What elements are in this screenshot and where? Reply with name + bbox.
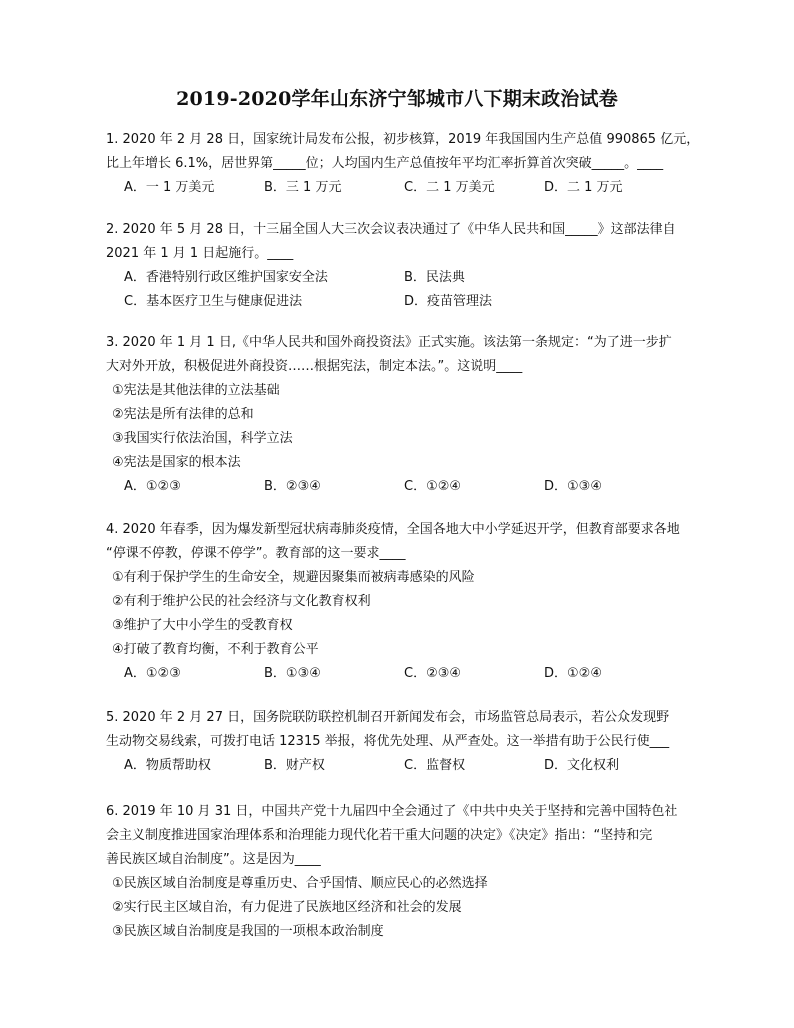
option-a: A．一 1 万美元	[124, 180, 215, 195]
option-c: C．②③④	[404, 666, 462, 681]
question-2	[106, 218, 706, 314]
question-2-line-1: 2. 2020 年 5 月 28 日，十三届全国人大三次会议表决通过了《中华人民共和国_____》这部法律自	[106, 222, 676, 237]
question-6-line-3: 善民族区域自治制度”。这是因为____	[106, 852, 321, 867]
exam-title: 2019-2020学年山东济宁邹城市八下期末政治试卷	[176, 88, 618, 110]
question-2-line-2: 2021 年 1 月 1 日起施行。____	[106, 246, 294, 261]
question-6	[106, 800, 706, 944]
option-c: C．①②④	[404, 479, 462, 494]
question-5-line-1: 5. 2020 年 2 月 27 日，国务院联防联控机制召开新闻发布会，市场监管总局表示，若公众发现野	[106, 710, 670, 725]
option-b: B．②③④	[264, 479, 321, 494]
question-2-options-row-2	[106, 290, 706, 314]
statement-2: ②有利于维护公民的社会经济与文化教育权利	[112, 594, 371, 609]
option-c: C．基本医疗卫生与健康促进法	[124, 294, 303, 309]
question-4	[106, 518, 706, 686]
question-4-options	[106, 662, 706, 686]
question-2-options-row-1	[106, 266, 706, 290]
question-1	[106, 128, 706, 200]
statement-3: ③民族区域自治制度是我国的一项根本政治制度	[112, 924, 384, 939]
question-3-line-2: 大对外开放，积极促进外商投资……根据宪法，制定本法。”。这说明____	[106, 359, 523, 374]
option-b: B．财产权	[264, 758, 325, 773]
question-5-options	[106, 754, 706, 778]
statement-2: ②实行民主区域自治，有力促进了民族地区经济和社会的发展	[112, 900, 462, 915]
question-5-line-2: 生动物交易线索，可拨打电话 12315 举报，将优先处理、从严查处。这一举措有助于公民行使___	[106, 734, 670, 749]
question-1-line-1: 1. 2020 年 2 月 28 日，国家统计局发布公报，初步核算，2019 年我国国内生产总值 990865 亿元，	[106, 132, 700, 147]
question-3-options	[106, 475, 706, 499]
question-4-line-1: 4. 2020 年春季，因为爆发新型冠状病毒肺炎疫情，全国各地大中小学延迟开学，但教育部要求各地	[106, 522, 680, 537]
statement-3: ③维护了大中小学生的受教育权	[112, 618, 293, 633]
option-d: D．二 1 万元	[544, 180, 623, 195]
option-a: A．物质帮助权	[124, 758, 211, 773]
option-c: C．二 1 万美元	[404, 180, 495, 195]
statement-1: ①有利于保护学生的生命安全，规避因聚集而被病毒感染的风险	[112, 570, 475, 585]
question-5	[106, 706, 706, 778]
question-6-line-2: 会主义制度推进国家治理体系和治理能力现代化若干重大问题的决定》《决定》指出：“坚持和完	[106, 828, 653, 843]
option-a: A．香港特别行政区维护国家安全法	[124, 270, 328, 285]
statement-3: ③我国实行依法治国，科学立法	[112, 431, 293, 446]
statement-2: ②宪法是所有法律的总和	[112, 407, 254, 422]
option-d: D．①②④	[544, 666, 602, 681]
option-c: C．监督权	[404, 758, 466, 773]
option-b: B．三 1 万元	[264, 180, 342, 195]
option-a: A．①②③	[124, 666, 181, 681]
question-6-line-1: 6. 2019 年 10 月 31 日，中国共产党十九届四中全会通过了《中共中央关于坚持和完善中国特色社	[106, 804, 678, 819]
question-3	[106, 331, 706, 499]
question-4-line-2: “停课不停教，停课不停学”。教育部的这一要求____	[106, 546, 406, 561]
statement-4: ④打破了教育均衡，不利于教育公平	[112, 642, 319, 657]
question-3-line-1: 3. 2020 年 1 月 1 日,《中华人民共和国外商投资法》正式实施。该法第一条规定：“为了进一步扩	[106, 335, 672, 350]
option-a: A．①②③	[124, 479, 181, 494]
statement-1: ①民族区域自治制度是尊重历史、合乎国情、顺应民心的必然选择	[112, 876, 488, 891]
option-d: D．文化权利	[544, 758, 620, 773]
statement-4: ④宪法是国家的根本法	[112, 455, 241, 470]
option-d: D．①③④	[544, 479, 602, 494]
option-b: B．民法典	[404, 270, 465, 285]
question-1-options	[106, 176, 706, 200]
option-d: D．疫苗管理法	[404, 294, 493, 309]
question-1-line-2: 比上年增长 6.1%，居世界第_____位；人均国内生产总值按年平均汇率折算首次突破_____。____	[106, 156, 664, 171]
statement-1: ①宪法是其他法律的立法基础	[112, 383, 280, 398]
option-b: B．①③④	[264, 666, 321, 681]
